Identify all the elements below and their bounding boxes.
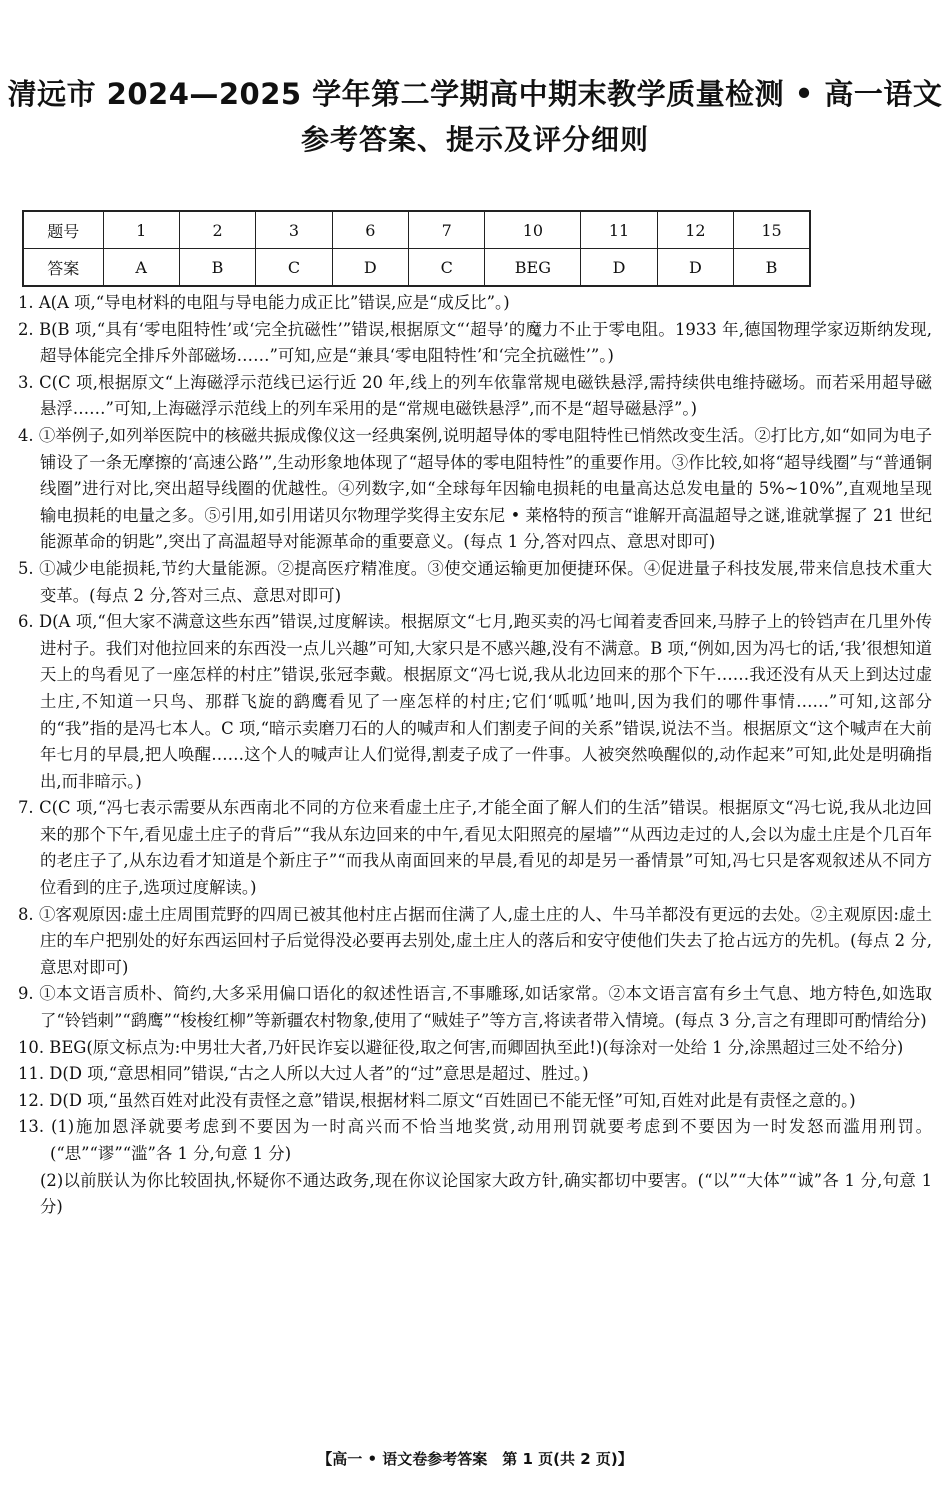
table-cell: 1 <box>103 211 179 249</box>
table-cell: C <box>409 249 485 287</box>
answer-explanations <box>18 290 932 1221</box>
table-row-answers <box>23 249 810 287</box>
table-cell: A <box>103 249 179 287</box>
answer-item-6: 6. D(A 项,“但大家不满意这些东西”错误,过度解读。根据原文“七月,跑买卖的冯七闻着麦香回来,马脖子上的铃铛声在几里外传进村子。我们对他拉回来的东西没一点儿兴趣”可知,大家只是不感兴趣,没有不满意。B 项,“例如,因为冯七的话,‘我’很想知道天上的鸟看见了一座怎样的村庄”错误,张冠李戴。根据原文“冯七说,我从北边回来的那个下午……我还没有从天上到达过虚土庄,不知道一只鸟、那群飞旋的鹞鹰看见了一座怎样的村庄;它们‘呱呱’地叫,因为我们的哪件事情……”可知,这部分的“我”指的是冯七本人。C 项,“暗示卖磨刀石的人的喊声和人们割麦子间的关系”错误,说法不当。根据原文“这个喊声在大前年七月的早晨,把人唤醒……这个人的喊声让人们觉得,割麦子成了一件事。人被突然唤醒似的,动作起来”可知,此处是明确指出,而非暗示。) <box>18 612 932 791</box>
row-label-answer: 答案 <box>23 249 103 287</box>
answer-item-10: 10. BEG(原文标点为:中男壮大者,乃奸民诈妄以避征役,取之何害,而卿固执至此!)(每涂对一处给 1 分,涂黑超过三处不给分) <box>18 1037 904 1057</box>
answer-item-8: 8. ①客观原因:虚土庄周围荒野的四周已被其他村庄占据而住满了人,虚土庄的人、牛马羊都没有更远的去处。②主观原因:虚土庄的车户把别处的好东西运回村子后觉得没必要再去别处,虚土庄人的落后和安守使他们失去了抢占远方的先机。(每点 2 分,意思对即可) <box>18 904 932 977</box>
answer-item-5: 5. ①减少电能损耗,节约大量能源。②提高医疗精准度。③使交通运输更加便捷环保。④促进量子科技发展,带来信息技术重大变革。(每点 2 分,答对三点、意思对即可) <box>18 558 932 605</box>
page-subtitle: 参考答案、提示及评分细则 <box>300 123 649 156</box>
answer-item-2: 2. B(B 项,“具有‘零电阻特性’或‘完全抗磁性’”错误,根据原文“‘超导’的魔力不止于零电阻。1933 年,德国物理学家迈斯纳发现,超导体能完全排斥外部磁场……”可知,应是“兼具‘零电阻特性’和‘完全抗磁性’”。) <box>18 319 932 366</box>
table-cell: 2 <box>179 211 255 249</box>
page-title: 清远市 2024—2025 学年第二学期高中期末教学质量检测 • 高一语文 <box>7 77 943 111</box>
table-cell: D <box>581 249 657 287</box>
answer-item-1: 1. A(A 项,“导电材料的电阻与导电能力成正比”错误,应是“成反比”。) <box>18 293 510 312</box>
answer-item-3: 3. C(C 项,根据原文“上海磁浮示范线已运行近 20 年,线上的列车依靠常规电磁铁悬浮,需持续供电维持磁场。而若采用超导磁悬浮……”可知,上海磁浮示范线上的列车采用的是“常规电磁铁悬浮”,而不是“超导磁悬浮”。) <box>18 372 932 419</box>
answer-item-7: 7. C(C 项,“冯七表示需要从东西南北不同的方位来看虚土庄子,才能全面了解人们的生活”错误。根据原文“冯七说,我从北边回来的那个下午,看见虚土庄子的背后”“我从东边回来的中午,看见太阳照亮的屋墙”“从西边走过的人,会以为虚土庄是个几百年的老庄子了,从东边看才知道是个新庄子”“而我从南面回来的早晨,看见的却是另一番情景”可知,冯七只是客观叙述从不同方位看到的庄子,选项过度解读。) <box>18 798 932 898</box>
table-cell: 6 <box>332 211 408 249</box>
table-row-numbers <box>23 211 810 249</box>
answer-item-13-part-2: (2)以前朕认为你比较固执,怀疑你不通达政务,现在你议论国家大政方针,确实都切中要害。(“以”“大体”“诚”各 1 分,句意 1 分) <box>40 1170 932 1217</box>
table-cell: 3 <box>256 211 332 249</box>
table-cell: B <box>179 249 255 287</box>
table-cell: BEG <box>485 249 581 287</box>
answer-item-13: 13. (1)施加恩泽就要考虑到不要因为一时高兴而不恰当地奖赏,动用刑罚就要考虑到不要因为一时发怒而滥用刑罚。(“思”“谬”“滥”各 1 分,句意 1 分) <box>18 1117 932 1163</box>
table-cell: C <box>256 249 332 287</box>
table-cell: D <box>657 249 733 287</box>
row-label-number: 题号 <box>23 211 103 249</box>
answer-item-9: 9. ①本文语言质朴、简约,大多采用偏口语化的叙述性语言,不事雕琢,如话家常。②本文语言富有乡土气息、地方特色,如选取了“铃铛刺”“鹞鹰”“梭梭红柳”等新疆农村物象,使用了“贼娃子”等方言,将读者带入情境。(每点 3 分,言之有理即可酌情给分) <box>18 984 932 1031</box>
table-cell: 10 <box>485 211 581 249</box>
answer-item-11: 11. D(D 项,“意思相同”错误,“古之人所以大过人者”的“过”意思是超过、胜过。) <box>18 1064 589 1084</box>
table-cell: B <box>734 249 810 287</box>
table-cell: D <box>332 249 408 287</box>
answer-item-12: 12. D(D 项,“虽然百姓对此没有责怪之意”错误,根据材料二原文“百姓固已不能无怪”可知,百姓对此是有责怪之意的。) <box>18 1090 856 1110</box>
table-cell: 12 <box>657 211 733 249</box>
table-cell: 15 <box>734 211 810 249</box>
table-cell: 11 <box>581 211 657 249</box>
answer-item-4: 4. ①举例子,如列举医院中的核磁共振成像仪这一经典案例,说明超导体的零电阻特性已悄然改变生活。②打比方,如“如同为电子铺设了一条无摩擦的‘高速公路’”,生动形象地体现了“超导体的零电阻特性”的重要作用。③作比较,如将“超导线圈”与“普通铜线圈”进行对比,突出超导线圈的优越性。④列数字,如“全球每年因输电损耗的电量高达总发电量的 5%~10%”,直观地呈现输电损耗的电量之多。⑤引用,如引用诺贝尔物理学奖得主安东尼 • 莱格特的预言“谁解开高温超导之谜,谁就掌握了 21 世纪能源革命的钥匙”,突出了高温超导对能源革命的重要意义。(每点 1 分,答对四点、意思对即可) <box>18 425 932 552</box>
table-cell: 7 <box>409 211 485 249</box>
answer-table <box>22 210 811 287</box>
page-footer: 【高一 • 语文卷参考答案 第 1 页(共 2 页)】 <box>317 1450 633 1468</box>
